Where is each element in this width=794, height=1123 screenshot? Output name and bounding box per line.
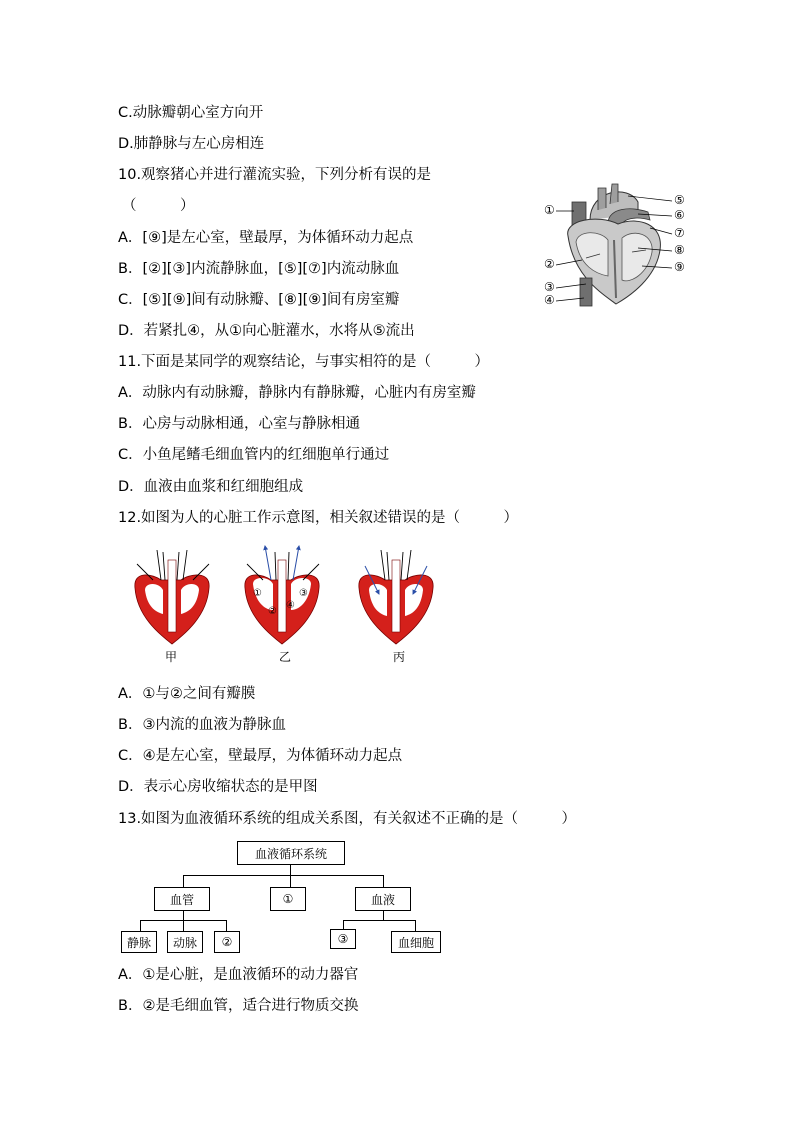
flow-root: 血液循环系统 [237, 841, 345, 865]
flow-two: ② [214, 931, 240, 953]
q10-option-d: D．若紧扎④，从①向心脏灌水，水将从⑤流出 [118, 323, 415, 339]
heart-anatomy-figure [538, 180, 694, 310]
caption-jia: 甲 [165, 650, 178, 664]
heart-label-3: ③ [544, 280, 555, 294]
q12-option-b: B．③内流的血液为静脉血 [118, 717, 286, 733]
q11-option-d: D．血液由血浆和红细胞组成 [118, 479, 304, 495]
q10-option-c: C．[⑤][⑨]间有动脉瓣、[⑧][⑨]间有房室瓣 [118, 292, 400, 308]
heart-bing [359, 550, 433, 644]
heart-work-num-4: ④ [286, 600, 295, 611]
q11-stem: 11.下面是某同学的观察结论，与事实相符的是（ ） [118, 354, 490, 370]
heart-label-9: ⑨ [674, 260, 685, 274]
flow-one: ① [270, 887, 306, 911]
caption-bing: 丙 [393, 650, 406, 664]
heart-label-7: ⑦ [674, 226, 685, 240]
q12-option-a: A．①与②之间有瓣膜 [118, 686, 256, 702]
flow-vein: 静脉 [121, 931, 157, 953]
heart-work-num-2: ② [268, 606, 277, 617]
q11-option-c: C．小鱼尾鳍毛细血管内的红细胞单行通过 [118, 447, 390, 463]
q9-option-c: C.动脉瓣朝心室方向开 [118, 105, 264, 121]
flow-blood: 血液 [355, 887, 411, 911]
q13-stem: 13.如图为血液循环系统的组成关系图，有关叙述不正确的是（ ） [118, 811, 577, 827]
heart-label-5: ⑤ [674, 193, 685, 207]
q10-stem: 10.观察猪心并进行灌流实验，下列分析有误的是 [118, 167, 432, 183]
heart-label-8: ⑧ [674, 243, 685, 257]
q12-stem: 12.如图为人的心脏工作示意图，相关叙述错误的是（ ） [118, 510, 519, 526]
heart-label-2: ② [544, 257, 555, 271]
q10-answer-blank: （ ） [122, 198, 195, 214]
flow-three: ③ [330, 929, 356, 949]
q11-option-b: B．心房与动脉相通，心室与静脉相通 [118, 416, 360, 432]
flow-vessel: 血管 [154, 887, 210, 911]
q13-option-a: A．①是心脏，是血液循环的动力器官 [118, 967, 359, 983]
caption-yi: 乙 [279, 650, 292, 664]
heart-label-4: ④ [544, 293, 555, 307]
heart-label-6: ⑥ [674, 208, 685, 222]
heart-work-num-3: ③ [299, 588, 308, 599]
heart-work-figure [125, 540, 445, 655]
q12-option-d: D．表示心房收缩状态的是甲图 [118, 779, 318, 795]
flow-artery: 动脉 [167, 931, 203, 953]
heart-jia [135, 550, 209, 644]
q12-option-c: C．④是左心室，壁最厚，为体循环动力起点 [118, 748, 403, 764]
heart-work-num-1: ① [253, 588, 262, 599]
q9-option-d: D.肺静脉与左心房相连 [118, 136, 265, 152]
q13-option-b: B．②是毛细血管，适合进行物质交换 [118, 998, 359, 1014]
flow-cell: 血细胞 [391, 931, 441, 953]
q10-option-a: A．[⑨]是左心室，壁最厚，为体循环动力起点 [118, 230, 414, 246]
q10-option-b: B．[②][③]内流静脉血，[⑤][⑦]内流动脉血 [118, 261, 400, 277]
q11-option-a: A．动脉内有动脉瓣，静脉内有静脉瓣，心脏内有房室瓣 [118, 385, 476, 401]
heart-label-1: ① [544, 203, 555, 217]
